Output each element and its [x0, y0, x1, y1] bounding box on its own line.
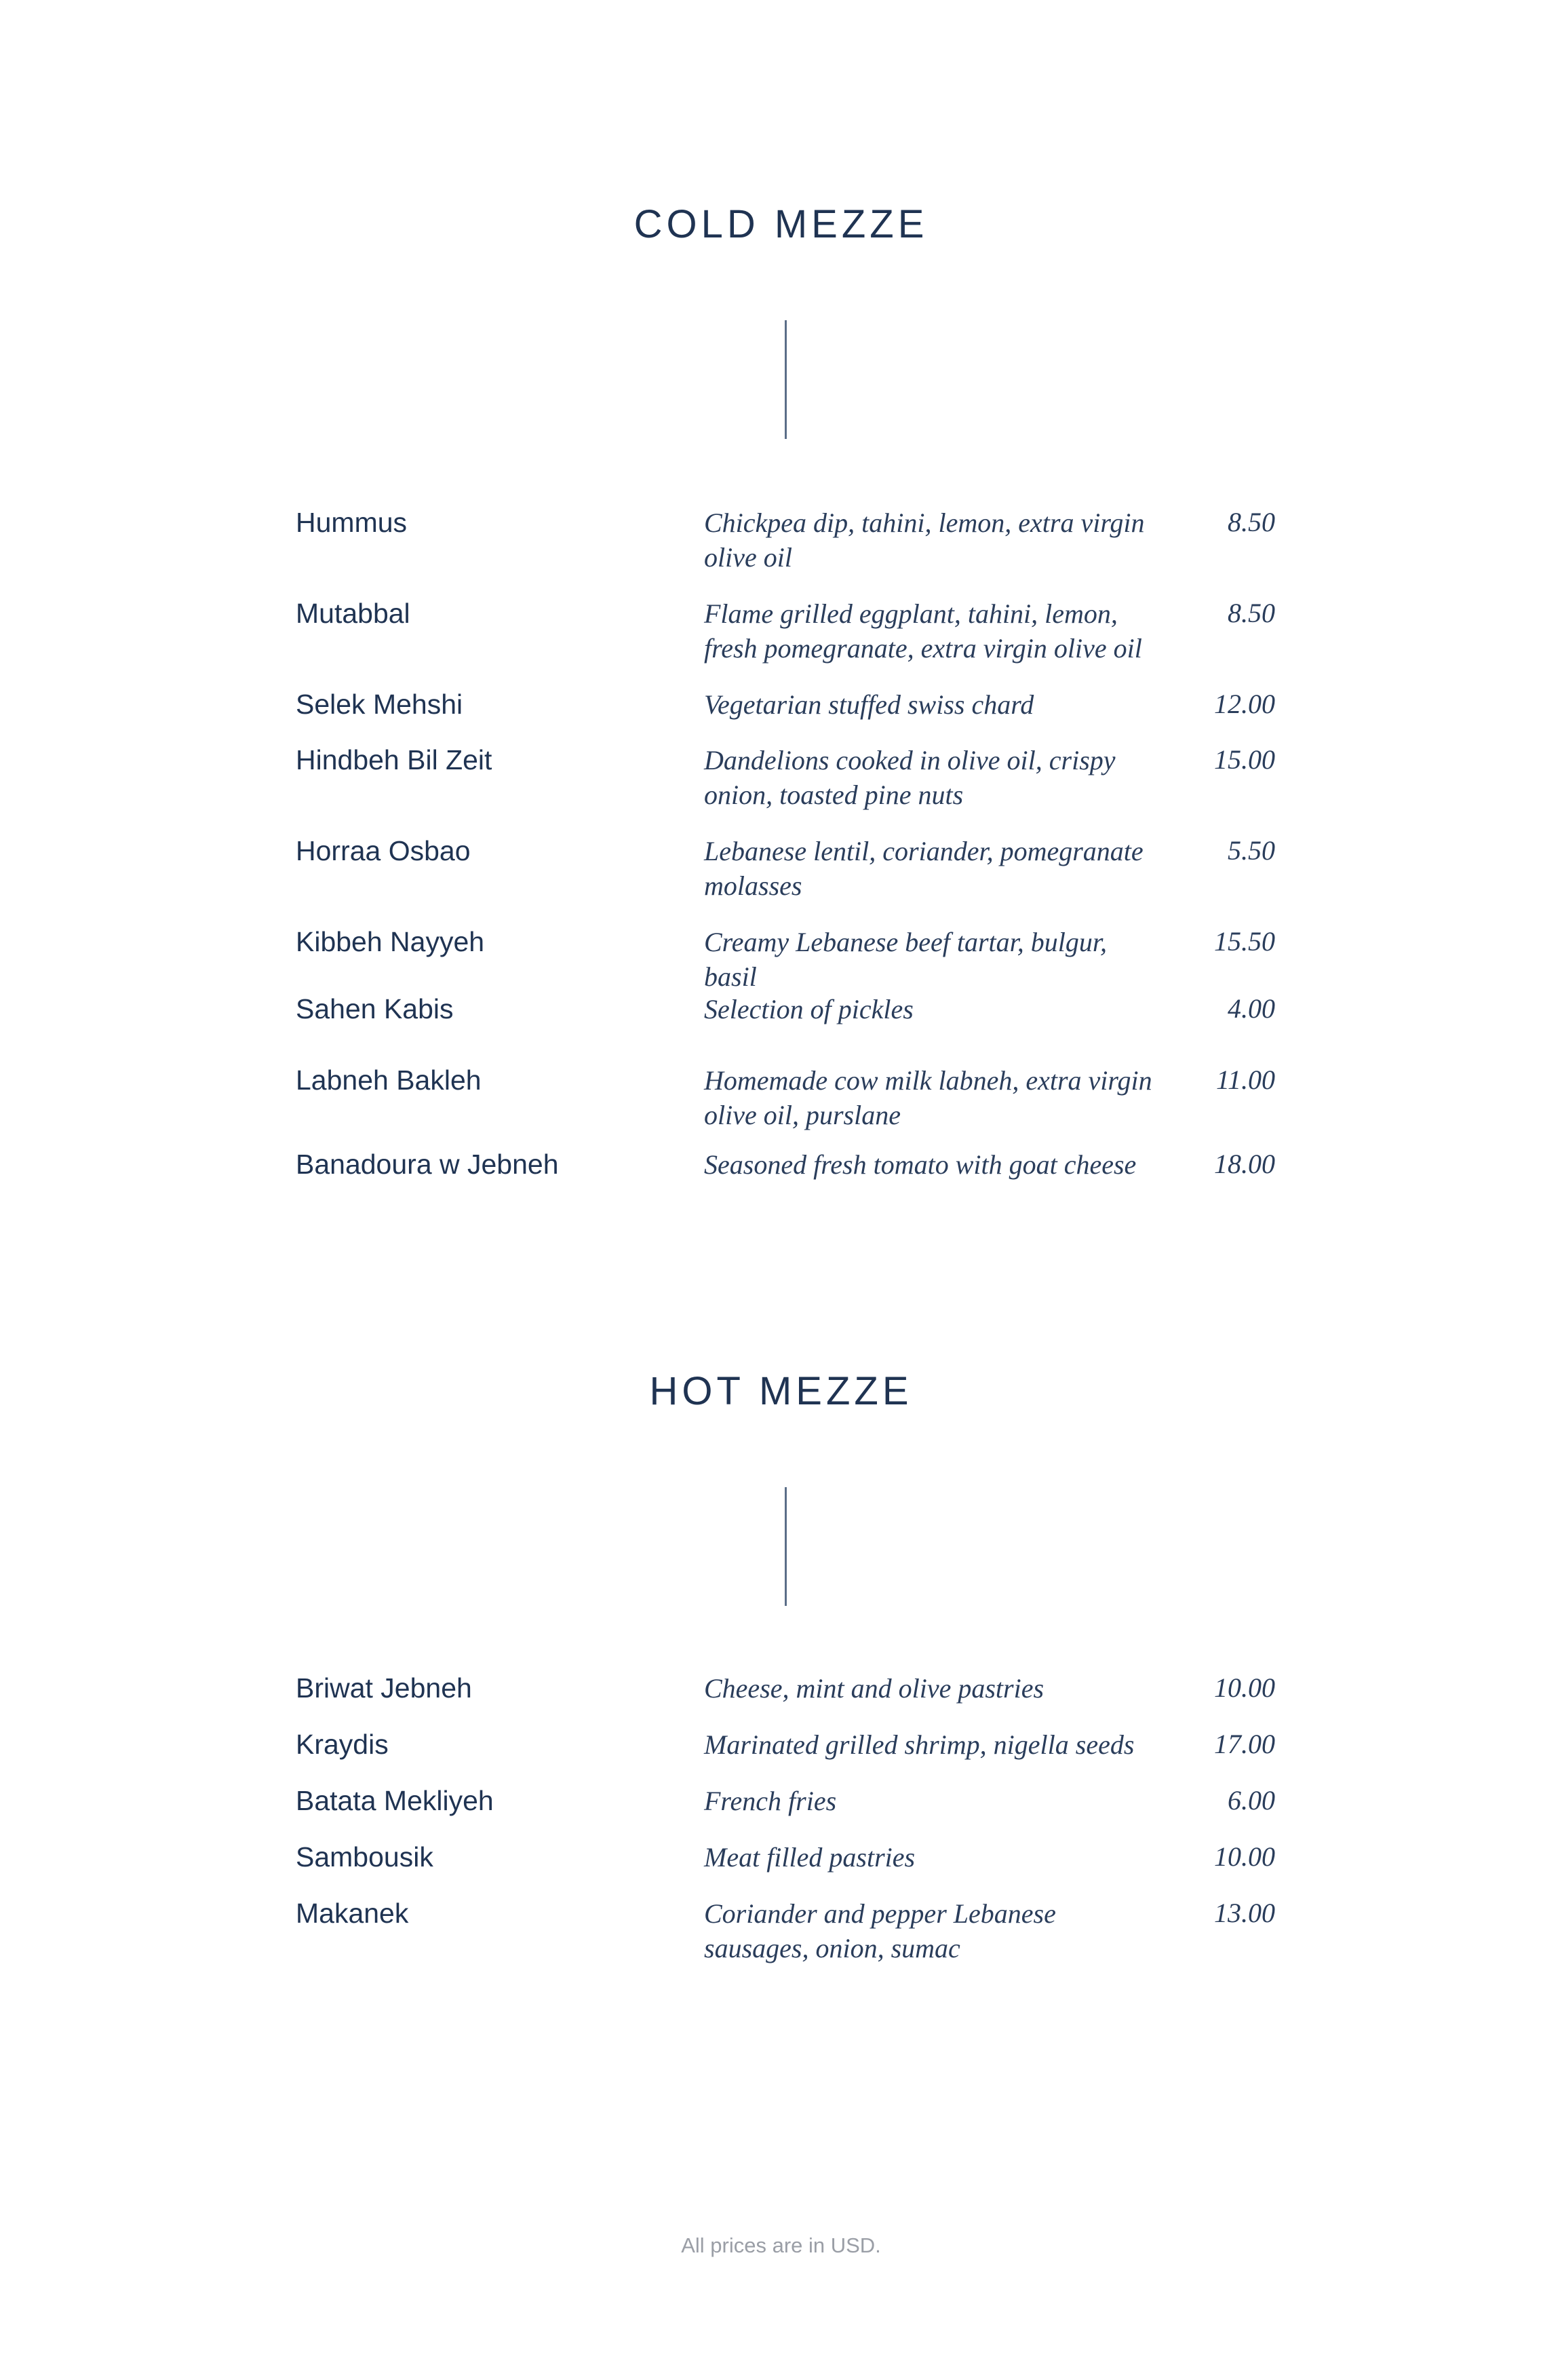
cold-mezze-divider	[785, 320, 787, 439]
dish-price: 4.00	[1228, 993, 1275, 1024]
dish-description: Marinated grilled shrimp, nigella seeds	[704, 1729, 1135, 1760]
dish-description: Cheese, mint and olive pastries	[704, 1673, 1044, 1704]
dish-name: Kraydis	[296, 1729, 389, 1760]
dish-description: Homemade cow milk labneh, extra virgin olive oil, purslane	[704, 1065, 1152, 1130]
dish-price: 13.00	[1214, 1898, 1275, 1928]
dish-description: French fries	[704, 1786, 837, 1816]
dish-price: 10.00	[1214, 1841, 1275, 1872]
dish-name: Sambousik	[296, 1841, 433, 1873]
dish-name: Kibbeh Nayyeh	[296, 926, 485, 957]
dish-price: 15.00	[1214, 744, 1275, 775]
dish-description: Flame grilled eggplant, tahini, lemon, fresh pomegranate, extra virgin olive oil	[704, 598, 1142, 664]
dish-name: Selek Mehshi	[296, 689, 463, 720]
dish-description: Seasoned fresh tomato with goat cheese	[704, 1149, 1137, 1180]
dish-description: Coriander and pepper Lebanese sausages, onion, sumac	[704, 1898, 1056, 1963]
dish-price: 8.50	[1228, 507, 1275, 537]
dish-name: Batata Mekliyeh	[296, 1785, 494, 1816]
dish-price: 11.00	[1215, 1064, 1275, 1095]
hot-mezze-divider	[785, 1487, 787, 1606]
dish-name: Banadoura w Jebneh	[296, 1149, 559, 1180]
hot-mezze-title: HOT MEZZE	[649, 1369, 913, 1413]
dish-name: Sahen Kabis	[296, 993, 454, 1024]
dish-price: 6.00	[1228, 1785, 1275, 1816]
dish-name: Labneh Bakleh	[296, 1064, 482, 1096]
dish-description: Chickpea dip, tahini, lemon, extra virgin olive oil	[704, 507, 1145, 573]
dish-name: Briwat Jebneh	[296, 1672, 472, 1704]
dish-name: Hummus	[296, 507, 408, 538]
price-currency-note: All prices are in USD.	[681, 2233, 881, 2257]
dish-price: 17.00	[1214, 1729, 1275, 1759]
dish-description: Lebanese lentil, coriander, pomegranate molasses	[704, 836, 1144, 901]
dish-name: Hindbeh Bil Zeit	[296, 744, 492, 775]
dish-price: 5.50	[1228, 835, 1275, 866]
dish-description: Vegetarian stuffed swiss chard	[704, 689, 1034, 720]
dish-price: 8.50	[1228, 598, 1275, 628]
cold-mezze-title: COLD MEZZE	[633, 202, 929, 246]
dish-price: 12.00	[1214, 689, 1275, 719]
dish-description: Dandelions cooked in olive oil, crispy onion, toasted pine nuts	[704, 745, 1116, 810]
dish-name: Mutabbal	[296, 598, 410, 629]
dish-price: 10.00	[1214, 1672, 1275, 1703]
dish-price: 18.00	[1214, 1149, 1275, 1179]
dish-description: Meat filled pastries	[704, 1842, 916, 1873]
dish-price: 15.50	[1214, 926, 1275, 957]
dish-description: Selection of pickles	[704, 994, 914, 1024]
dish-name: Makanek	[296, 1898, 409, 1929]
dish-description: Creamy Lebanese beef tartar, bulgur, basil	[704, 927, 1108, 992]
dish-name: Horraa Osbao	[296, 835, 471, 866]
